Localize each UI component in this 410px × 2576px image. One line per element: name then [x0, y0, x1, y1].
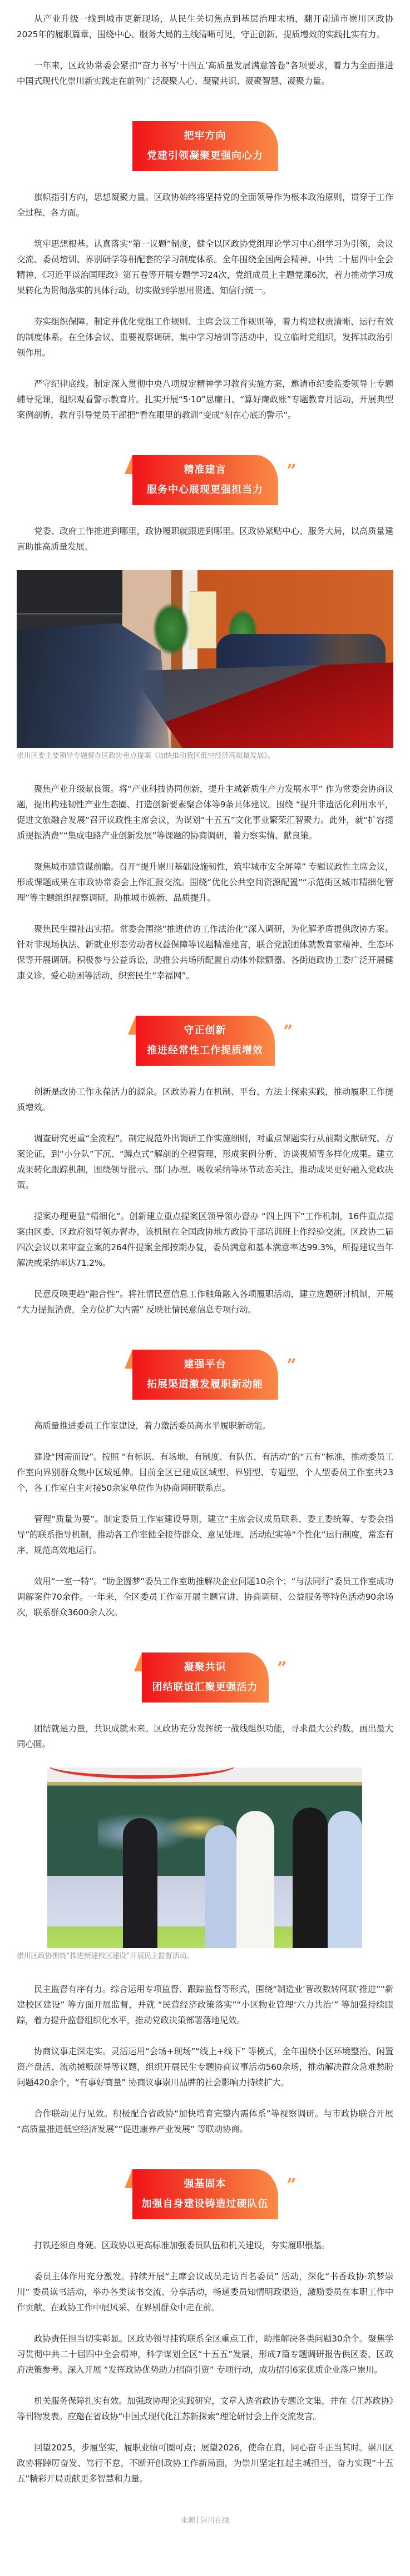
section-paragraph: 效用“一室一特”。“助企圆梦”委员工作室助推解决企业问题10余个；“与法同行”委员工作室成功调解案件70余件。一年来，全区委员工作室开展主题宣讲、协商调研、公益服务等特色活动90余场次，联系群众3600余人次。 — [17, 1576, 393, 1618]
section-paragraph: 提案办理更显“精细化”。创新建立重点提案区领导领办督办 “四上四下”工作机制，16件重点提案由区委、区政府领导领办督办，该机制在全国政协地方政协干部培训班上作经验交流。区政协二届四次会议以来审查立案的264件提案全部按期办复，委员满意和基本满意率达99.3%，所提建议当年解决或采纳率达71.2%。 — [17, 1211, 393, 1268]
section-paragraph: 打铁还须自身硬。区政协以更高标准加强委员队伍和机关建设，夯实履职根基。 — [34, 2240, 330, 2250]
divider — [197, 2516, 198, 2524]
section-title-line2: 党建引领凝聚更强向心力 — [147, 150, 263, 162]
section-title-line1: 把牢方向 — [184, 130, 226, 142]
section-title-line2: 团结联谊汇聚更强活力 — [152, 1681, 258, 1693]
section-title-line2: 推进经常性工作提质增效 — [147, 1045, 263, 1056]
photo-caption: 崇川区委主要领导专题督办区政协重点提案《加快推动我区低空经济高质量发展》。 — [17, 752, 275, 760]
section-title-line1: 建强平台 — [184, 1359, 226, 1370]
section-paragraph: 高质量推进委员工作室建设，着力激活委员高水平履职新动能。 — [34, 1421, 271, 1431]
section-paragraph: 建设“因需而设”。按照 “有标识、有场地、有制度、有队伍、有活动”的“五有”标准，推动委员工作室向界别群众集中区域延伸。目前全区已建成区域型、界别型、专题型、个人型委员工作室共23个，各工作室自主对接50余家单位作为协商调研联系点。 — [17, 1452, 393, 1493]
section-paragraph: 聚焦产业升级献良策。将“产业科技协同创新，提升主城新质生产力发展水平” 作为常委会协商议题，提出构建韧性产业生态圈、打造创新要素聚合体等9条具体建议。围绕 “提升非遗活化利用水平，促进文旅融合发展”召开议政性主席会议，为谋划“十五五”文化事业繁荣汇智聚力。此外，就“扩容提质提振消费”“集成电路产业创新发展”等课题的协商调研，着力察实情、献良策。 — [17, 784, 393, 841]
air-conditioner-shape — [190, 591, 216, 648]
section-paragraph: 严守纪律底线。制定深入贯彻中央八项规定精神学习教育实施方案，邀请市纪委监委领导上专题辅导党课，组织观看警示教育片。扎实开展“5·10”思廉日、“算好廉政账”专题教育月活动，开展典型案例剖析，教育引导党员干部把“看在眼里的教训”变成“刻在心底的警示”。 — [17, 379, 393, 420]
banner-triangle-decoration — [125, 1350, 132, 1369]
section-paragraph: 团结就是力量，共识成就未来。区政协充分发挥统一战线组织功能，寻求最大公约数，画出最大同心圆。 — [17, 1724, 393, 1749]
section-paragraph: 旗帜指引方向，思想凝聚力量。区政协始终将坚持党的全面领导作为根本政治原则，贯穿于工作全过程、各方面。 — [17, 192, 393, 218]
banner-triangle-decoration — [128, 1016, 136, 1035]
closing-paragraph: 回望2025，步履坚实，履职业绩可圈可点；展望2026，使命在肩，同心奋斗正当其时。崇川区政协将踔厉奋发、笃行不怠，不断开创政协工作新局面，为崇川坚定扛起主城担当，奋力实现“十五五”精彩开局贡献更多智慧和力量。 — [17, 2443, 393, 2484]
quote-mark-icon: ” — [283, 1022, 294, 1041]
section-banner — [17, 2169, 393, 2222]
section-banner — [17, 1350, 393, 1402]
section-banner — [17, 455, 393, 508]
section-paragraph: 政协责任担当切实彰显。区政协领导挂钩联系全区重点工作，助推解决各类问题30余个。聚焦学习贯彻中共二十届四中全会精神，科学谋划全区“十五五”发展，形成7篇专题调研报告供区委、区政府决策参考。深入开展 “发挥政协优势助力招商引资” 专项行动，成功招引6家优质企业落户崇川。 — [17, 2334, 393, 2375]
section-paragraph: 民意反映更趋“融合性”。将社情民意信息工作触角融入各项履职活动，建立选题研讨机制，开展 “大力提振消费，全方位扩大内需” 反映社情民意信息专项行动。 — [17, 1289, 393, 1315]
red-arc-decoration — [47, 1768, 236, 1779]
section-title-line2: 加强自身建设铸造过硬队伍 — [141, 2198, 269, 2210]
quote-mark-icon: ” — [286, 2175, 297, 2195]
section-paragraph: 民主监督有序有力。综合运用专项监督、跟踪监督等形式，围绕“制造业‘智改数转网联’推进”“新建校区建设” 等方面开展监督，并就 “民营经济政策落实”“小区物业管理‘六力共治’” 等加强持续跟踪，着力提升监督组织化水平，推动党政决策部署落地见效。 — [17, 1984, 393, 2025]
photo-figure — [17, 1768, 393, 1963]
plant-shape — [152, 602, 190, 656]
section-paragraph: 委员主体作用充分激发。持续开展“主席会议成员走访百名委员” 活动，深化“书香政协·筑梦崇川” 委员读书活动，举办各类读书交流、分享活动，畅通委员知情明政渠道，激励委员在本职工作中作贡献、在政协工作中展风采、在界别群众中走在前。 — [17, 2272, 393, 2313]
section-title-line1: 强基固本 — [184, 2178, 226, 2190]
conference-table-shape — [130, 662, 393, 748]
section-title-line2: 拓展渠道激发履职新动能 — [147, 1379, 263, 1390]
section-title-badge — [132, 455, 297, 505]
banner-triangle-decoration — [125, 455, 132, 474]
quote-mark-icon: ” — [286, 1356, 297, 1375]
section-title-line2: 服务中心展现更强担当力 — [147, 484, 263, 496]
section-title-badge — [142, 1653, 288, 1703]
section-paragraph: 管理“质量为要”。制定委员工作室建设导则，建立“主席会议成员联系、委工委统筹、专委会指导”的联系指导机制，推动各工作室健全接待群众、意见处理、活动纪实等“个性化”运行制度，常态有序、规范高效地运行。 — [17, 1514, 393, 1555]
photo-figure — [17, 570, 393, 762]
section-title-line1: 精准建言 — [184, 464, 226, 476]
section-banner — [17, 1016, 393, 1069]
person-shape — [205, 1825, 236, 1948]
quote-mark-icon: ” — [286, 461, 297, 481]
source-footer — [17, 2514, 393, 2534]
section-title-badge — [132, 1350, 297, 1400]
section-title-badge — [136, 1016, 294, 1066]
section-paragraph: 调查研究更重“全流程”。制定规范外出调研工作实施细则，对重点课题实行从前期文献研究、方案论证，到“小分队”下沉、“蹲点式”解剖的全程管理，形成案例分析、访谈视频等多样化成果。建立成果转化跟踪机制，围绕领导批示、部门办理、吸收采纳等环节动态关注，推动成果更好融入党政决策。 — [17, 1134, 393, 1190]
banner-triangle-decoration — [125, 2169, 132, 2188]
section-paragraph: 合作联动见行见效。积极配合省政协“加快培育完整内需体系”等视察调研。与市政协联合开展 “高质量推进低空经济发展”“促进康养产业发展” 等联动协商。 — [17, 2109, 393, 2134]
section-paragraph: 党委、政府工作推进到哪里，政协履职就跟进到哪里。区政协紧贴中心、服务大局，以高质量建言助推高质量发展。 — [17, 526, 393, 552]
section-title-badge — [132, 2169, 297, 2219]
tv-screen-shape — [17, 570, 122, 615]
school-visit-photo — [47, 1768, 362, 1948]
intro-paragraph: 一年来，区政协常委会紧扣“奋力书写‘十四五’高质量发展满意答卷”各项要求，着力为全面推进中国式现代化崇川新实践走在前列广泛凝聚人心、凝聚共识、凝聚智慧、凝聚力量。 — [17, 61, 393, 86]
section-paragraph: 聚焦民生福祉出实招。常委会围绕“推进信访工作法治化”深入调研，为化解矛盾提供政协方案。针对非现场执法、新就业形态劳动者权益保障等议题精准建言，联合党派团体就教育家精神、生态环保等开展调研。积极参与公益诉讼，助推公共场所配置自动体外除颤器。各街道政协工委广泛开展健康义诊、爱心助困等活动，织密民生“幸福网”。 — [17, 924, 393, 981]
quote-mark-icon: ” — [277, 1659, 288, 1678]
person-shape — [293, 1808, 327, 1949]
source-label: 来源 — [180, 2517, 195, 2525]
person-shape — [123, 1818, 157, 1948]
meeting-photo — [17, 570, 393, 748]
section-paragraph: 筑牢思想根基。认真落实“第一议题”制度，健全以区政协党组理论学习中心组学习为引领，会议交流、委员培训、界别研学等相配套的学习制度体系。全年围绕全国两会精神、中共二十届四中全会精神、《习近平谈治国理政》第五卷等开展专题学习24次，党组成员上主题党课6次，着力推动学习成果转化为贯彻落实的具体行动，切实做到学思用贯通、知信行统一。 — [17, 239, 393, 296]
section-paragraph: 创新是政协工作永葆活力的源泉。区政协着力在机制、平台、方法上探索实践，推动履职工作提质增效。 — [17, 1087, 393, 1112]
section-paragraph: 聚焦城市建管谋前瞻。召开“提升崇川基础设施韧性，筑牢城市安全屏障” 专题议政性主席会议，形成课题成果在市政协常委会上作汇报交流。围绕“优化公共空间资源配置”“示范街区城市精细化管理”等主题组织视察调研，助推城市焕新、品质提升。 — [17, 862, 393, 903]
person-shape — [328, 1811, 362, 1948]
intro-paragraph: 从产业升级一线到城市更新现场，从民生关切焦点到基层治理末梢，翻开南通市崇川区政协2025年的履职篇章，围绕中心、服务大局的主线清晰可见，守正创新、提质增效的实践扎实有力。 — [17, 14, 393, 39]
section-title-badge — [132, 121, 278, 171]
section-banner — [17, 121, 393, 174]
section-paragraph: 夯实组织保障。制定并优化党组工作规则、主席会议工作规则等，着力构建权责清晰、运行有效的制度体系。在全体会议、重要视察调研、集中学习培训等活动中，设立临时党组织，发挥其政治引领作用。 — [17, 317, 393, 358]
photo-caption: 崇川区政协围绕“推进新建校区建设”开展民主监督活动。 — [17, 1952, 194, 1960]
section-title-line1: 守正创新 — [184, 1025, 226, 1036]
section-paragraph: 机关服务保障扎实有效。加强政协理论实践研究，文章入选省政协专题论文集，并在《江苏政协》等刊物发表。应邀在省政协“中国式现代化江苏新探索”理论研讨会上作交流发言。 — [17, 2396, 393, 2422]
banner-triangle-decoration — [134, 1653, 142, 1671]
section-paragraph: 协商议事走深走实。灵活运用“会场+现场”“线上+线下” 等模式，全年围绕小区环境整治、闲置资产盘活、流动摊贩疏导等议题，组织开展民生专题协商议事活动560余场，推动解决群众急难愁盼问题420余个，“有事好商量” 协商议事崇川品牌的社会影响力持续扩大。 — [17, 2046, 393, 2088]
section-banner — [17, 1653, 393, 1705]
section-title-line1: 凝聚共识 — [184, 1661, 226, 1673]
source-name: 崇川在线 — [200, 2517, 230, 2525]
person-shape — [236, 1811, 274, 1948]
